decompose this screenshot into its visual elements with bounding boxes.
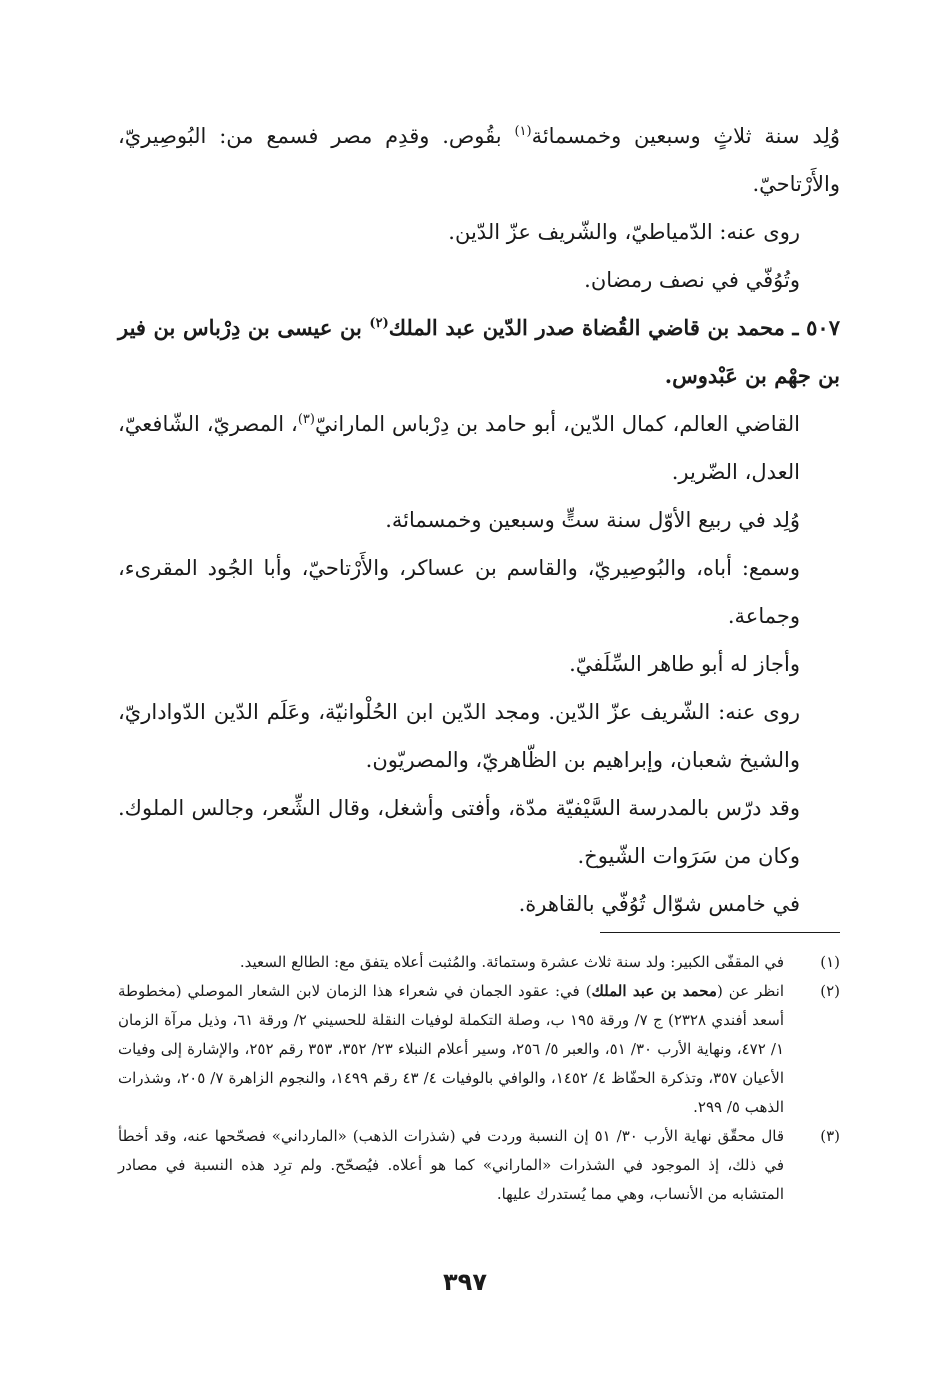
- footnote-2: [118, 977, 840, 1122]
- footnote-text: انظر عن (محمد بن عبد الملك) في: عقود الجمان في شعراء هذا الزمان لابن الشعار الموصلي (مخطوطة أسعد أفندي ٢٣٢٨) ج ٧/ ورقة ١٩٥ ب، وصلة التكملة لوفيات النقلة للحسيني ٢/ ورقة ٦١، وذيل مرآة الزمان ١/ ٤٧٢، ونهاية الأرب ٣٠/ ٥١، والعبر ٥/ ٢٥٦، وسير أعلام النبلاء ٢٣/ ٣٥٢، ٣٥٣ رقم ٢٥٢، والإشارة إلى وفيات الأعيان ٣٥٧، وتذكرة الحفّاظ ٤/ ١٤٥٢، والوافي بالوفيات ٤/ ٤٣ رقم ١٤٩٩، والنجوم الزاهرة ٧/ ٢٠٥، وشذرات الذهب ٥/ ٢٩٩.: [118, 982, 785, 1116]
- paragraph-death: وتُوُفّي في نصف رمضان.: [584, 268, 800, 292]
- paragraph-narrators: روى عنه: الدّمياطيّ، والشّريف عزّ الدّين.: [448, 220, 800, 244]
- paragraph-students: روى عنه: الشّريف عزّ الدّين. ومجد الدّين ابن الحُلْوانيّة، وعَلَم الدّين الدّواداريّ، والشيخ شعبان، وإبراهيم بن الظّاهريّ، والمصريّون.: [118, 700, 800, 772]
- paragraph-career: وقد درّس بالمدرسة السَّيْفيّة مدّة، وأفتى وأشغل، وقال الشِّعر، وجالس الملوك. وكان من سَرَوات الشّيوخ.: [118, 796, 800, 868]
- footnote-subject: محمد بن عبد الملك: [591, 982, 717, 1000]
- footnote-separator: [600, 932, 840, 933]
- footnote-3: [118, 1122, 840, 1209]
- footnote-number: (١): [820, 953, 840, 971]
- page-number: ٣٩٧: [443, 1268, 487, 1296]
- footnote-text: في المقفّى الكبير: ولد سنة ثلاث عشرة وستمائة. والمُثبت أعلاه يتفق مع: الطالع السعيد.: [239, 953, 784, 971]
- footnote-1: [118, 948, 840, 977]
- footnote-number: (٣): [820, 1127, 840, 1145]
- paragraph-teachers: وسمع: أباه، والبُوصِيريّ، والقاسم بن عساكر، والأَرْتاحيّ، وأبا الجُود المقرىء، وجماعة.: [118, 556, 800, 628]
- footnote-number: (٢): [820, 982, 840, 1000]
- footnotes: [118, 948, 840, 1209]
- paragraph-birth-2: وُلِد في ربيع الأوّل سنة ستٍّ وسبعين وخمسمائة.: [385, 508, 800, 532]
- paragraph-death-2: في خامس شوّال تُوُفّي بالقاهرة.: [518, 892, 800, 916]
- paragraph-ijaza: وأجاز له أبو طاهر السِّلَفيّ.: [569, 652, 800, 676]
- paragraph-birth: وُلِد سنة ثلاثٍ وسبعين وخمسمائة$^{(١)}$ بقُوص. وقدِم مصر فسمع من: البُوصِيريّ، والأَرْتاحيّ.: [118, 124, 840, 196]
- footnote-ref-2[interactable]: (٢): [369, 316, 389, 331]
- footnote-ref-1[interactable]: (١): [514, 124, 532, 139]
- entry-heading: ٥٠٧ ـ محمد بن قاضي القُضاة صدر الدّين عبد الملك$^{(٢)}$ بن عيسى بن دِرْباس بن فير بن جهْم بن عَبْدوس.: [118, 315, 840, 388]
- main-text: [118, 112, 840, 928]
- paragraph-titles: القاضي العالم، كمال الدّين، أبو حامد بن دِرْباس المارانيّ$^{(٣)}$، المصريّ، الشّافعيّ، العدل، الضّرير.: [118, 412, 800, 484]
- footnote-ref-3[interactable]: (٣): [297, 412, 315, 427]
- footnote-text: قال محقّق نهاية الأرب ٣٠/ ٥١ إن النسبة وردت في (شذرات الذهب) «المارداني» فصحّحها عنه، وقد أخطأ في ذلك، إذ الموجود في الشذرات «الماراني» كما هو أعلاه. فيُصحّح. ولم ترِد هذه النسبة في مصادر المتشابه من الأنساب، وهي مما يُستدرك عليها.: [118, 1127, 784, 1203]
